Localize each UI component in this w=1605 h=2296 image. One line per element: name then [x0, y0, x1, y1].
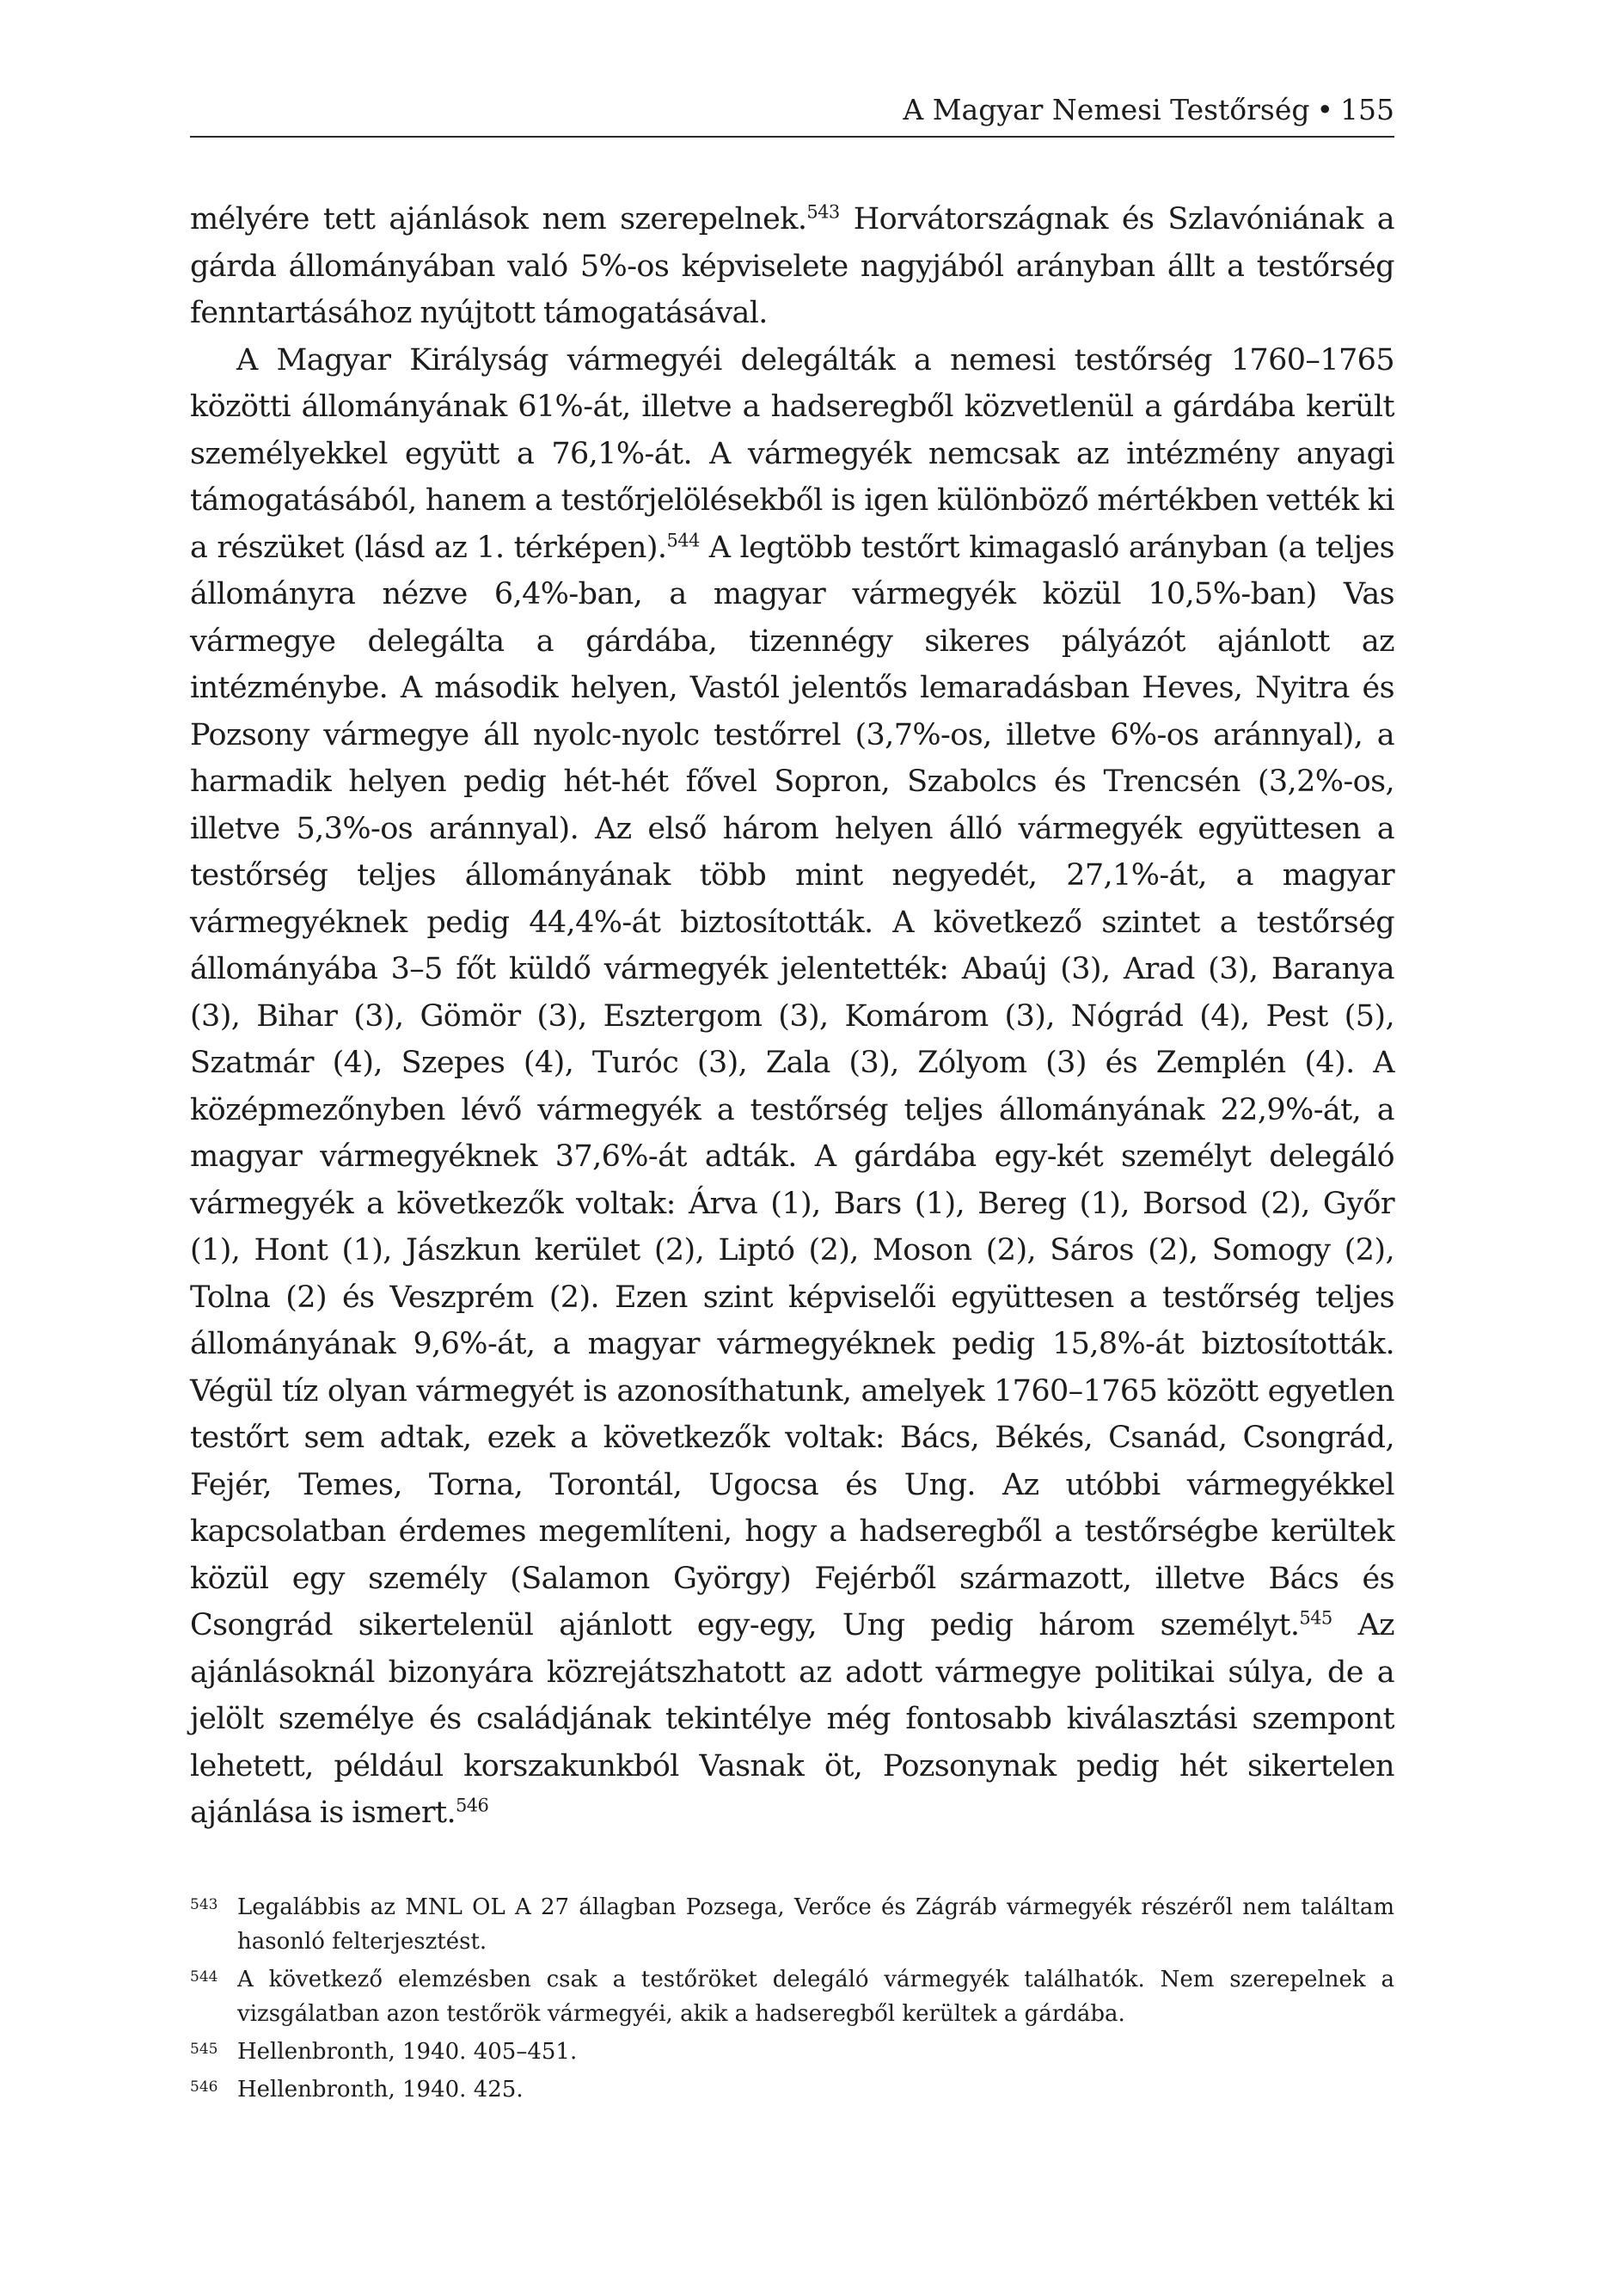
- running-header: [190, 86, 1394, 138]
- body-text: [190, 196, 1394, 1837]
- footnote-text: A következő elemzésben csak a testőröket delegáló vármegyék találhatók. Nem szerepelnek a vizsgálatban azon testőrök vármegyéi, akik a hadseregből kerültek a gárdába.: [237, 1967, 1394, 2027]
- footnote-ref-545[interactable]: 545: [1299, 1607, 1332, 1629]
- footnote-545: [190, 2035, 1394, 2069]
- footnotes: [190, 1890, 1394, 2110]
- footnote-text: Legalábbis az MNL OL A 27 állagban Pozsega, Verőce és Zágráb vármegyék részéről nem találtam hasonló felterjesztést.: [237, 1894, 1394, 1955]
- footnote-543: [190, 1890, 1394, 1959]
- paragraph-2-text-c: Az ajánlásoknál bizonyára közrejátszhatott az adott vármegye politikai súlya, de a jelölt személye és családjának tekintélye még fontosabb kiválasztási szempont lehetett, például korszakunkból Vasnak öt, Pozsonynak pedig hét sikertelen ajánlása is ismert.: [190, 1608, 1394, 1830]
- paragraph-1: [190, 196, 1394, 337]
- footnote-ref-546[interactable]: 546: [456, 1795, 489, 1816]
- paragraph-1-text-b: Horvátországnak és Szlavóniának a gárda állományában való 5%-os képviselete nagyjából arányban állt a testőrség fenntartásához nyújtott támogatásával.: [190, 202, 1394, 330]
- footnote-text: Hellenbronth, 1940. 405–451.: [237, 2039, 578, 2065]
- footnote-ref-544[interactable]: 544: [666, 529, 700, 550]
- footnote-546: [190, 2072, 1394, 2107]
- running-title: A Magyar Nemesi Testőrség: [903, 93, 1310, 126]
- footnote-544: [190, 1962, 1394, 2031]
- footnote-number: 545: [190, 2041, 218, 2058]
- footnote-number: 544: [190, 1968, 218, 1986]
- footnote-ref-543[interactable]: 543: [806, 201, 840, 223]
- paragraph-2-text-b: A legtöbb testőrt kimagasló arányban (a teljes állományra nézve 6,4%-ban, a magyar vármegyék közül 10,5%-ban) Vas vármegye delegálta a gárdába, tizennégy sikeres pályázót ajánlott az intézménybe. A második helyen, Vastól jelentős lemaradásban Heves, Nyitra és Pozsony vármegye áll nyolc-nyolc testőrrel (3,7%-os, illetve 6%-os aránnyal), a harmadik helyen pedig hét-hét fővel Sopron, Szabolcs és Trencsén (3,2%-os, illetve 5,3%-os aránnyal). Az első három helyen álló vármegyék együttesen a testőrség teljes állományának több mint negyedét, 27,1%-át, a magyar vármegyéknek pedig 44,4%-át biztosították. A következő szintet a testőrség állományába 3–5 főt küldő vármegyék jelentették: Abaúj (3), Arad (3), Baranya (3), Bihar (3), Gömör (3), Esztergom (3), Komárom (3), Nógrád (4), Pest (5), Szatmár (4), Szepes (4), Turóc (3), Zala (3), Zólyom (3) és Zemplén (4). A középmezőnyben lévő vármegyék a testőrség teljes állományának 22,9%-át, a magyar vármegyéknek 37,6%-át adták. A gárdába egy-két személyt delegáló vármegyék a következők voltak: Árva (1), Bars (1), Bereg (1), Borsod (2), Győr (1), Hont (1), Jászkun kerület (2), Liptó (2), Moson (2), Sáros (2), Somogy (2), Tolna (2) és Veszprém (2). Ezen szint képviselői együttesen a testőrség teljes állományának 9,6%-át, a magyar vármegyéknek pedig 15,8%-át biztosították. Végül tíz olyan vármegyét is azonosíthatunk, amelyek 1760–1765 között egyetlen testőrt sem adtak, ezek a következők voltak: Bács, Békés, Csanád, Csongrád, Fejér, Temes, Torna, Torontál, Ugocsa és Ung. Az utóbbi vármegyékkel kapcsolatban érdemes megemlíteni, hogy a hadseregből a testőrségbe kerültek közül egy személy (Salamon György) Fejérből származott, illetve Bács és Csongrád sikertelenül ajánlott egy-egy, Ung pedig három személyt.: [190, 530, 1394, 1642]
- footnote-number: 546: [190, 2078, 218, 2096]
- paragraph-1-text-a: mélyére tett ajánlások nem szerepelnek.: [190, 202, 807, 236]
- footnote-text: Hellenbronth, 1940. 425.: [237, 2077, 524, 2103]
- paragraph-2-text-a: A Magyar Királyság vármegyéi delegálták a nemesi testőrség 1760–1765 közötti állományának 61%-át, illetve a hadseregből közvetlenül a gárdába került személyekkel együtt a 76,1%-át. A vármegyék nemcsak az intézmény anyagi támogatásából, hanem a testőrjelölésekből is igen különböző mértékben vették ki a részüket (lásd az 1. térképen).: [190, 342, 1394, 565]
- footnote-number: 543: [190, 1896, 218, 1913]
- paragraph-2: [190, 337, 1394, 1837]
- header-separator: •: [1316, 93, 1333, 126]
- page-number: 155: [1340, 93, 1394, 126]
